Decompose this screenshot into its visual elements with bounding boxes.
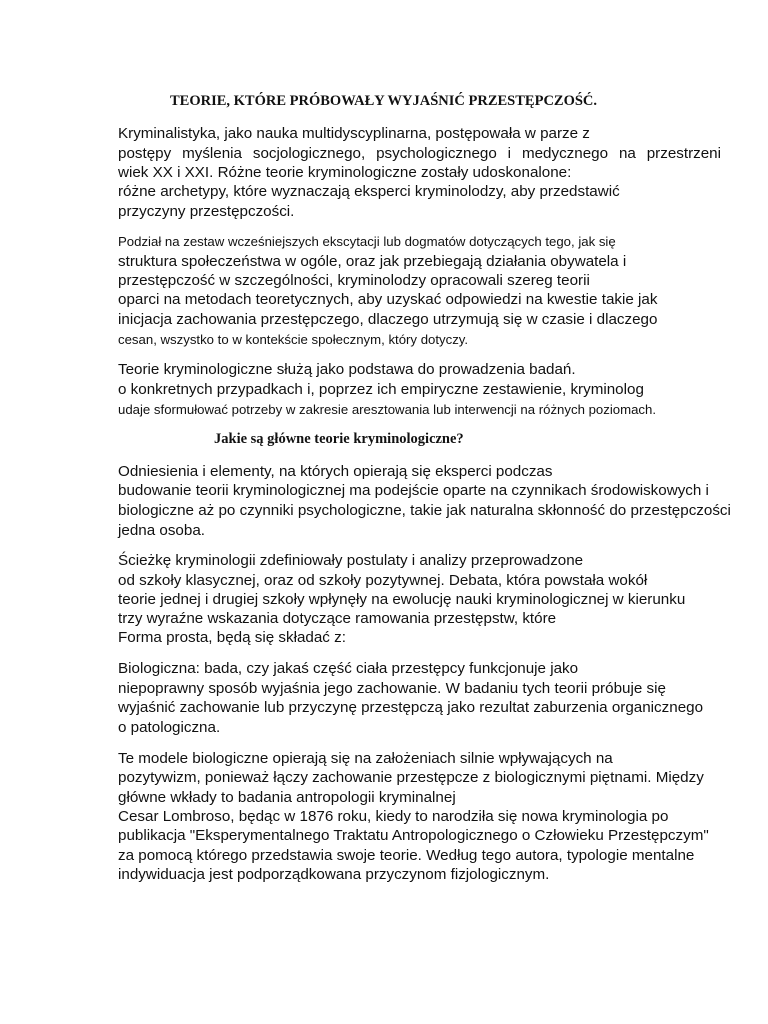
text-line: niepoprawny sposób wyjaśnia jego zachowanie. W badaniu tych teorii próbuje się bbox=[118, 680, 666, 697]
text-line: Podział na zestaw wcześniejszych ekscytacji lub dogmatów dotyczących tego, jak się bbox=[118, 234, 616, 249]
text-line: struktura społeczeństwa w ogóle, oraz jak przebiegają działania obywatela i bbox=[118, 253, 627, 270]
text-line: inicjacja zachowania przestępczego, dlaczego utrzymują się w czasie i dlaczego bbox=[118, 311, 658, 328]
text-line: budowanie teorii kryminologicznej ma podejście oparte na czynnikach środowiskowych i bbox=[118, 482, 709, 499]
text-line: wyjaśnić zachowanie lub przyczynę przestępczą jako rezultat zaburzenia organicznego bbox=[118, 699, 704, 716]
text-line: o konkretnych przypadkach i, poprzez ich empiryczne zestawienie, kryminolog bbox=[118, 381, 644, 398]
section-heading: Jakie są główne teorie kryminologiczne? bbox=[214, 431, 464, 447]
text-line: Odniesienia i elementy, na których opierają się eksperci podczas bbox=[118, 463, 553, 480]
text-line: różne archetypy, które wyznaczają eksperci kryminolodzy, aby przedstawić bbox=[118, 183, 620, 200]
text-line: indywiduacja jest podporządkowana przyczynom fizjologicznym. bbox=[118, 866, 550, 883]
text-line: cesan, wszystko to w kontekście społecznym, który dotyczy. bbox=[118, 332, 469, 347]
text-line: wiek XX i XXI. Różne teorie kryminologiczne zostały udoskonalone: bbox=[118, 164, 572, 181]
text-line: Te modele biologiczne opierają się na założeniach silnie wpływających na bbox=[118, 750, 613, 767]
text-line: udaje sformułować potrzeby w zakresie aresztowania lub interwencji na różnych poziomach. bbox=[118, 402, 657, 417]
text-line: postępy myślenia socjologicznego, psychologicznego i medycznego na przestrzeni bbox=[118, 145, 721, 162]
text-line: Ścieżkę kryminologii zdefiniowały postulaty i analizy przeprowadzone bbox=[118, 552, 584, 569]
text-line: publikacja "Eksperymentalnego Traktatu Antropologicznego o Człowieku Przestępczym" bbox=[118, 827, 709, 844]
text-line: za pomocą którego przedstawia swoje teorie. Według tego autora, typologie mentalne bbox=[118, 847, 695, 864]
text-line: o patologiczna. bbox=[118, 719, 221, 736]
text-line: Teorie kryminologiczne służą jako podstawa do prowadzenia badań. bbox=[118, 361, 576, 378]
text-line: przestępczość w szczególności, kryminolodzy opracowali szereg teorii bbox=[118, 272, 590, 289]
text-line: główne wkłady to badania antropologii kryminalnej bbox=[118, 789, 456, 806]
text-line: Forma prosta, będą się składać z: bbox=[118, 629, 346, 646]
text-line: od szkoły klasycznej, oraz od szkoły pozytywnej. Debata, która powstała wokół bbox=[118, 572, 648, 589]
text-line: przyczyny przestępczości. bbox=[118, 203, 295, 220]
text-line: jedna osoba. bbox=[118, 522, 205, 539]
text-line: Kryminalistyka, jako nauka multidyscyplinarna, postępowała w parze z bbox=[118, 125, 590, 142]
text-line: oparci na metodach teoretycznych, aby uzyskać odpowiedzi na kwestie takie jak bbox=[118, 291, 658, 308]
text-line: Cesar Lombroso, będąc w 1876 roku, kiedy to narodziła się nowa kryminologia po bbox=[118, 808, 669, 825]
text-line: biologiczne aż po czynniki psychologiczne, takie jak naturalna skłonność do przestępczości bbox=[118, 502, 731, 519]
text-line: Biologiczna: bada, czy jakaś część ciała przestępcy funkcjonuje jako bbox=[118, 660, 579, 677]
document-title: TEORIE, KTÓRE PRÓBOWAŁY WYJAŚNIĆ PRZESTĘPCZOŚĆ. bbox=[170, 93, 598, 109]
text-line: teorie jednej i drugiej szkoły wpłynęły na ewolucję nauki kryminologicznej w kierunku bbox=[118, 591, 686, 608]
text-line: trzy wyraźne wskazania dotyczące ramowania przestępstw, które bbox=[118, 610, 557, 627]
text-line: pozytywizm, ponieważ łączy zachowanie przestępcze z biologicznymi piętnami. Między bbox=[118, 769, 704, 786]
